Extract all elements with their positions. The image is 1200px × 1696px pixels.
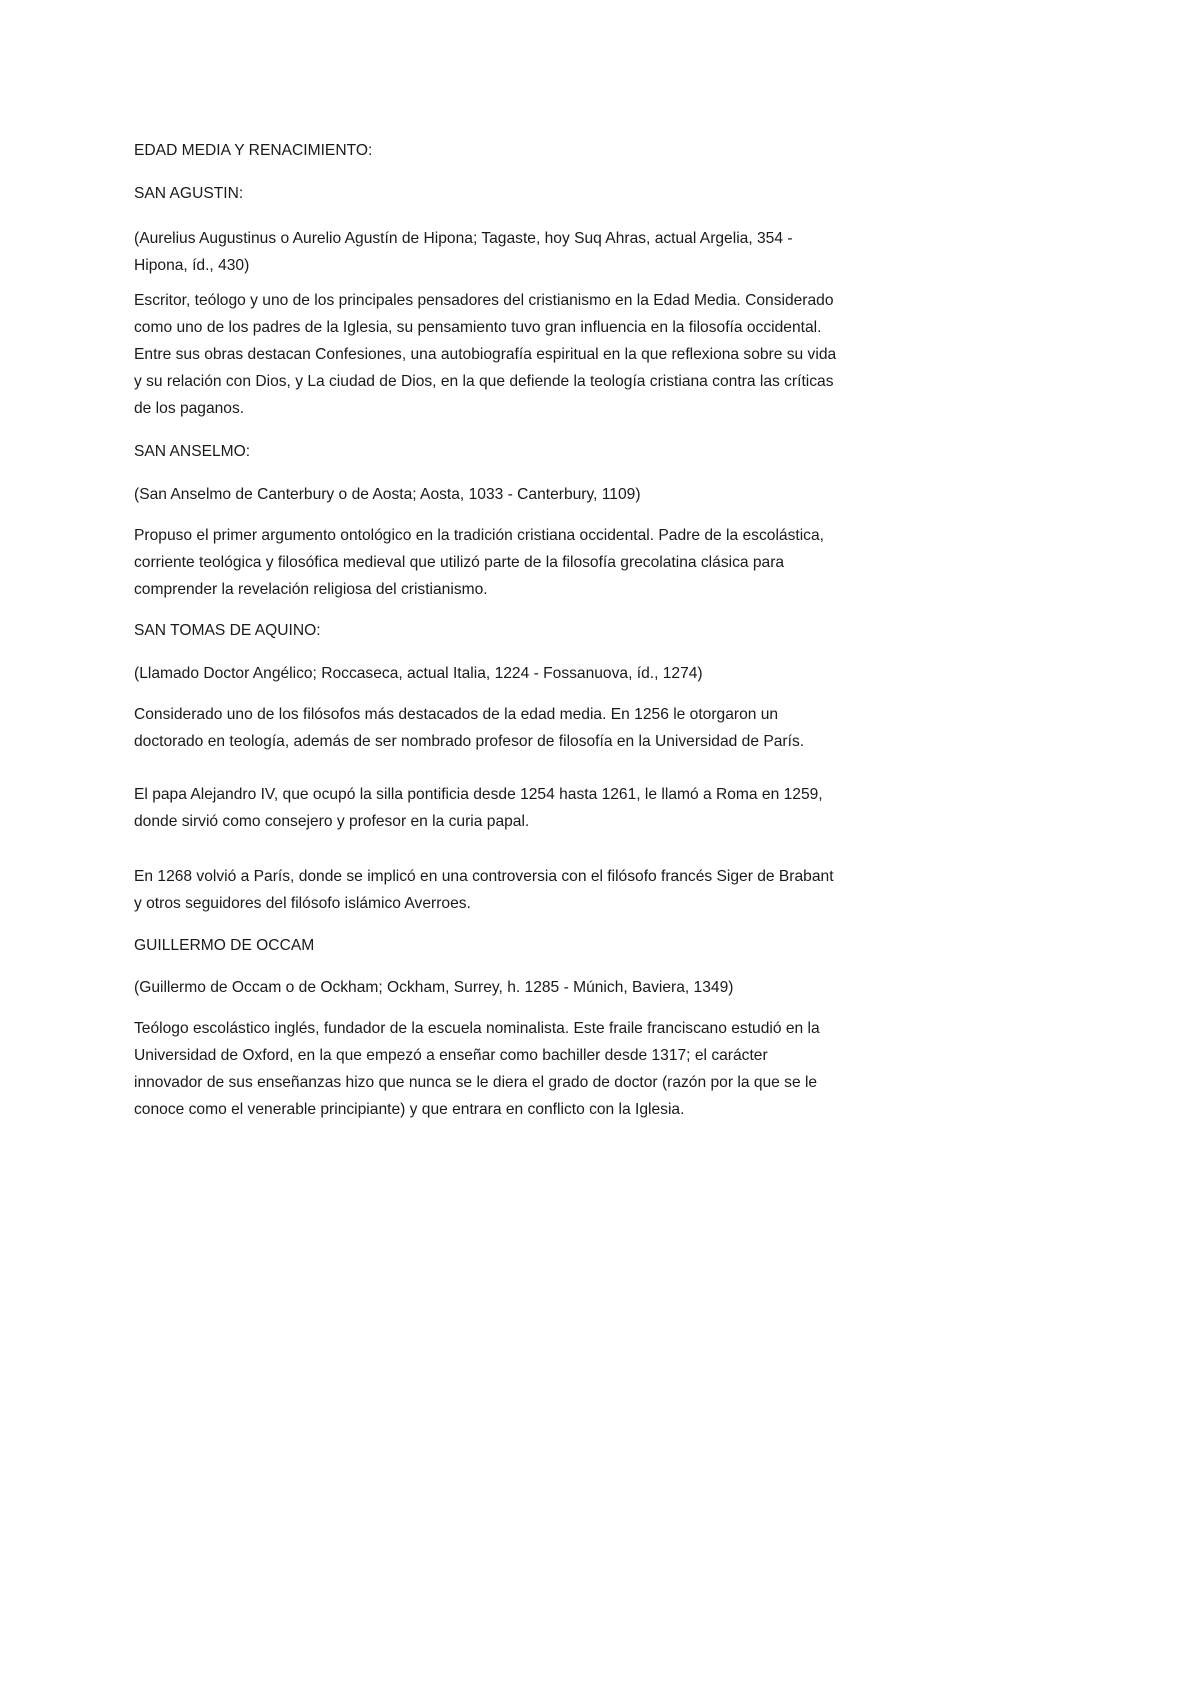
text-line: Escritor, teólogo y uno de los principales pensadores del cristianismo en la Edad Media. Considerado <box>134 292 834 309</box>
paragraph <box>134 481 641 508</box>
text-line: Propuso el primer argumento ontológico en la tradición cristiana occidental. Padre de la escolástica, <box>134 527 824 544</box>
section-heading <box>134 438 250 465</box>
text-line: SAN ANSELMO: <box>134 443 251 460</box>
section-heading <box>134 180 243 207</box>
text-line: doctorado en teología, además de ser nombrado profesor de filosofía en la Universidad de París. <box>134 733 805 750</box>
text-line: Teólogo escolástico inglés, fundador de la escuela nominalista. Este fraile franciscano estudió en la <box>134 1020 820 1037</box>
text-line: corriente teológica y filosófica medieval que utilizó parte de la filosofía grecolatina clásica para <box>134 554 785 571</box>
text-line: Entre sus obras destacan Confesiones, una autobiografía espiritual en la que reflexiona sobre su vida <box>134 346 837 363</box>
text-line: comprender la revelación religiosa del cristianismo. <box>134 581 488 598</box>
paragraph <box>134 522 824 603</box>
text-line: (Aurelius Augustinus o Aurelio Agustín de Hipona; Tagaste, hoy Suq Ahras, actual Argelia, 354 - <box>134 230 793 247</box>
text-line: donde sirvió como consejero y profesor en la curia papal. <box>134 813 530 830</box>
text-line: (San Anselmo de Canterbury o de Aosta; Aosta, 1033 - Canterbury, 1109) <box>134 486 641 503</box>
text-line: EDAD MEDIA Y RENACIMIENTO: <box>134 142 373 159</box>
text-line: y otros seguidores del filósofo islámico Averroes. <box>134 895 471 912</box>
text-line: Universidad de Oxford, en la que empezó a enseñar como bachiller desde 1317; el carácter <box>134 1047 768 1064</box>
text-line: Considerado uno de los filósofos más destacados de la edad media. En 1256 le otorgaron un <box>134 706 779 723</box>
text-line: de los paganos. <box>134 400 245 417</box>
paragraph <box>134 863 834 917</box>
text-line: Hipona, íd., 430) <box>134 257 250 274</box>
text-line: innovador de sus enseñanzas hizo que nunca se le diera el grado de doctor (razón por la que se le <box>134 1074 818 1091</box>
section-heading <box>134 617 321 644</box>
text-line: como uno de los padres de la Iglesia, su pensamiento tuvo gran influencia en la filosofía occidental. <box>134 319 822 336</box>
section-heading <box>134 137 372 164</box>
text-line: (Guillermo de Occam o de Ockham; Ockham, Surrey, h. 1285 - Múnich, Baviera, 1349) <box>134 979 734 996</box>
text-line: conoce como el venerable principiante) y que entrara en conflicto con la Iglesia. <box>134 1101 685 1118</box>
text-line: El papa Alejandro IV, que ocupó la silla pontificia desde 1254 hasta 1261, le llamó a Roma en 1259, <box>134 786 823 803</box>
paragraph <box>134 1015 820 1123</box>
text-line: GUILLERMO DE OCCAM <box>134 937 315 954</box>
paragraph <box>134 701 804 755</box>
paragraph <box>134 287 836 422</box>
text-line: SAN TOMAS DE AQUINO: <box>134 622 321 639</box>
paragraph <box>134 974 733 1001</box>
paragraph <box>134 660 703 687</box>
section-heading <box>134 932 314 959</box>
text-line: (Llamado Doctor Angélico; Roccaseca, actual Italia, 1224 - Fossanuova, íd., 1274) <box>134 665 703 682</box>
text-line: En 1268 volvió a París, donde se implicó en una controversia con el filósofo francés Siger de Brabant <box>134 868 834 885</box>
text-line: y su relación con Dios, y La ciudad de Dios, en la que defiende la teología cristiana contra las críticas <box>134 373 834 390</box>
paragraph <box>134 225 793 279</box>
paragraph <box>134 781 823 835</box>
text-line: SAN AGUSTIN: <box>134 185 244 202</box>
